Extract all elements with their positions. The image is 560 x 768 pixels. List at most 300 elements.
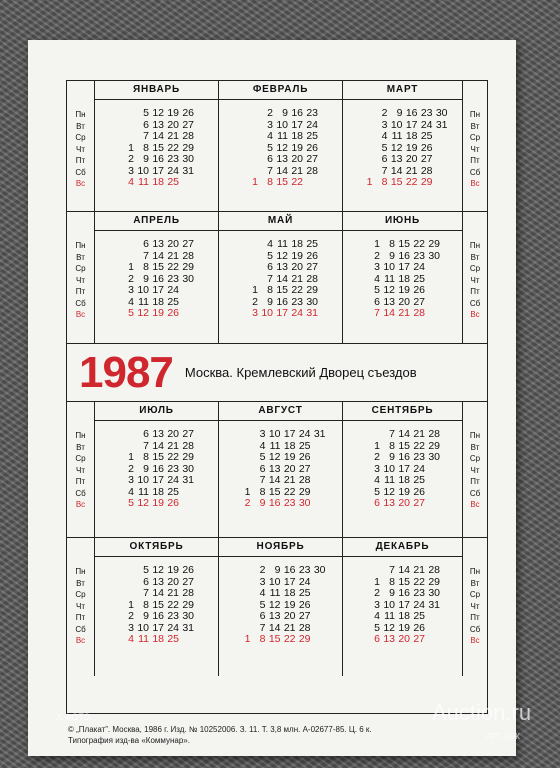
weekday-label: Вс [470,500,480,509]
day-number [311,600,326,612]
day-number: 29 [182,451,194,463]
day-number: 11 [384,272,395,285]
day-number: 20 [398,633,410,645]
day-number: 2 [374,587,380,599]
day-number: 7 [381,164,388,177]
day-number [425,297,440,309]
day-number: 30 [313,564,326,576]
weekday-label: Сб [469,167,481,177]
day-number: 4 [128,485,134,498]
weekday-column-left [67,81,95,212]
week-row [119,588,194,600]
day-number: 19 [398,485,410,498]
day-number: 10 [137,284,149,296]
day-number [358,131,373,143]
week-row [243,108,318,120]
day-number: 1 [128,141,134,154]
day-number: 2 [128,153,134,165]
day-number: 25 [298,587,311,599]
day-number: 30 [428,451,440,463]
imprint-line-2: Типография изд-ва «Коммунар». [68,736,190,745]
day-number: 31 [182,474,194,486]
day-number: 9 [259,497,266,509]
day-number [179,487,194,499]
day-number: 22 [405,176,418,188]
day-number: 8 [143,451,149,463]
week-row [236,588,326,600]
weekday-label: Ср [75,590,86,599]
day-number: 12 [390,141,403,154]
watermark-sub: АРТ-БОК [486,732,520,741]
year-banner [67,344,487,402]
day-number: 30 [428,249,440,262]
day-number: 23 [306,107,318,119]
day-number: 24 [413,598,425,611]
day-number: 16 [152,610,164,622]
day-number: 1 [374,238,380,250]
month-days [343,231,462,320]
day-number: 7 [143,587,149,599]
day-number: 29 [182,598,194,611]
weekday-label: Сб [75,298,86,308]
day-number: 16 [152,153,164,165]
weekday-label: Сб [469,298,481,308]
day-number: 15 [276,176,288,188]
day-number: 11 [269,439,281,452]
month-block [219,81,343,212]
day-number: 26 [413,621,425,634]
weekday-label: Ср [75,264,86,273]
day-number: 24 [420,118,433,131]
weekday-label: Вс [75,310,86,319]
day-number: 27 [298,610,311,622]
day-number: 2 [381,107,388,119]
month-name: ОКТЯБРЬ [95,538,218,557]
day-number: 21 [398,307,410,319]
day-number: 14 [383,307,395,319]
day-number: 17 [283,575,296,588]
day-number: 13 [383,633,395,645]
day-number: 25 [306,130,318,142]
day-number: 9 [389,249,395,262]
day-number: 11 [384,474,395,486]
day-number: 3 [381,118,388,131]
day-number: 27 [182,428,194,440]
day-number: 20 [167,118,179,131]
weekday-label: Чт [76,275,85,285]
week-row [119,498,194,510]
day-number: 26 [182,564,194,576]
day-number: 10 [268,575,281,588]
day-number [425,308,440,320]
day-number: 12 [152,107,164,119]
day-number: 26 [420,141,433,154]
day-number: 3 [128,474,134,486]
day-number: 14 [152,249,164,262]
day-number: 6 [143,428,149,440]
day-number: 11 [277,238,288,250]
day-number: 14 [276,272,288,285]
weekday-label: Ср [469,264,481,273]
weekday-label: Чт [76,144,85,154]
day-number: 17 [276,307,288,319]
week-row [119,108,194,120]
week-row [119,634,194,646]
day-number: 24 [413,261,425,273]
day-number: 16 [276,295,288,308]
day-number: 22 [413,238,425,250]
day-number: 26 [182,107,194,119]
weekday-label: Вт [76,121,85,131]
week-row [365,429,440,441]
day-number: 28 [182,249,194,262]
day-number: 20 [283,610,296,622]
day-number: 24 [413,462,425,475]
day-number: 31 [182,164,194,177]
week-row [365,285,440,297]
day-number: 4 [259,439,266,452]
weekday-label: Сб [75,488,86,498]
month-days [219,231,342,320]
day-number: 1 [128,598,134,611]
day-number: 25 [413,610,425,622]
month-days [343,421,462,510]
day-number: 8 [143,598,149,611]
day-number: 24 [167,621,179,634]
weekday-label: Пн [469,567,481,576]
banner-text: Москва. Кремлевский Дворец съездов [184,365,417,380]
day-number: 19 [167,107,179,119]
day-number: 25 [167,295,179,308]
day-number: 31 [313,428,326,440]
day-number [179,285,194,297]
day-number: 18 [398,272,410,285]
weekday-label: Сб [75,624,86,634]
day-number: 10 [383,462,395,475]
day-number: 28 [306,164,318,177]
day-number: 25 [420,130,433,142]
day-number: 8 [143,141,149,154]
week-row [236,634,326,646]
day-number: 18 [405,130,418,142]
day-number: 11 [384,610,395,622]
calendar-card [28,40,516,756]
day-number: 13 [268,610,281,622]
day-number: 4 [128,176,134,188]
day-number: 5 [143,564,149,576]
day-number: 17 [152,474,164,486]
week-row [119,154,194,166]
day-number [179,634,194,646]
day-number: 13 [152,238,164,250]
weekday-label: Пт [470,287,480,296]
day-number: 6 [267,261,273,273]
weekday-label: Ср [469,133,481,142]
week-row [365,588,440,600]
day-number: 28 [413,307,425,319]
day-number [425,285,440,297]
day-number: 1 [244,485,251,498]
day-number: 5 [128,497,134,509]
day-number: 30 [298,497,311,509]
week-row [243,154,318,166]
day-number: 26 [306,141,318,154]
week-row [243,285,318,297]
month-name: ФЕВРАЛЬ [219,81,342,100]
day-number: 22 [413,439,425,452]
month-days [219,421,342,510]
day-number: 10 [261,307,273,319]
weekday-column-left [67,538,95,676]
day-number [119,588,134,600]
day-number [425,475,440,487]
day-number [311,623,326,635]
day-number: 10 [137,621,149,634]
day-number: 13 [268,462,281,475]
month-block [95,212,219,344]
day-number: 28 [420,164,433,177]
day-number: 18 [291,130,303,142]
day-number [243,108,258,120]
day-number [243,154,258,166]
day-number: 27 [420,153,433,165]
day-number: 14 [268,474,281,486]
day-number: 27 [182,575,194,588]
day-number: 20 [167,238,179,250]
weekday-label: Пн [75,110,86,119]
day-number: 13 [152,575,164,588]
day-number: 19 [291,141,303,154]
day-number: 17 [152,621,164,634]
day-number: 15 [398,575,410,588]
day-number: 7 [143,130,149,142]
weekday-label: Пт [470,477,480,486]
day-number: 8 [389,575,395,588]
month-block [343,81,463,212]
day-number [425,262,440,274]
day-number: 27 [306,153,318,165]
day-number: 1 [374,575,380,588]
day-number: 23 [167,272,179,285]
week-row [119,475,194,487]
weekday-label: Вт [470,121,480,131]
month-block [343,212,463,344]
day-number [236,600,251,612]
day-number: 4 [128,633,134,645]
day-number: 6 [374,633,380,645]
month-name: МАРТ [343,81,462,100]
day-number: 3 [259,428,266,440]
day-number: 5 [374,284,380,296]
day-number: 30 [182,610,194,622]
day-number: 23 [167,462,179,475]
day-number: 14 [398,428,410,440]
weekday-label: Вт [470,442,480,452]
weekday-label: Пн [75,567,86,576]
day-number: 5 [381,141,388,154]
weekday-label: Сб [469,624,481,634]
day-number: 4 [267,130,273,142]
day-number: 31 [428,598,440,611]
day-number: 10 [390,118,403,131]
day-number [119,565,134,577]
day-number: 8 [389,238,395,250]
week-row [365,611,440,623]
day-number [179,297,194,309]
day-number: 16 [152,462,164,475]
year-number: 1987 [79,347,173,397]
day-number [311,441,326,453]
day-number: 11 [277,130,288,142]
day-number: 19 [152,307,164,319]
day-number [433,177,448,189]
day-number: 21 [167,587,179,599]
day-number [425,487,440,499]
day-number [358,143,373,155]
weekday-label: Пн [469,241,481,250]
day-number: 18 [398,610,410,622]
day-number [119,429,134,441]
month-block [343,538,463,676]
day-number: 4 [374,272,380,285]
day-number [425,611,440,623]
day-number: 29 [182,261,194,273]
day-number: 9 [143,153,149,165]
week-row [243,239,318,251]
day-number [358,108,373,120]
day-number: 13 [390,153,403,165]
day-number: 5 [259,451,266,463]
day-number: 30 [182,153,194,165]
day-number: 26 [167,497,179,509]
week-row [365,308,440,320]
day-number: 19 [167,564,179,576]
day-number: 1 [366,176,373,188]
weekday-label: Пт [470,156,480,165]
day-number: 4 [374,474,380,486]
day-number: 13 [152,428,164,440]
day-number [311,452,326,464]
day-number: 19 [291,249,303,262]
week-row [119,285,194,297]
week-row [243,262,318,274]
weekday-label: Вт [76,252,85,262]
month-block [219,538,343,676]
weekday-label: Ср [75,454,86,463]
week-row [358,177,448,189]
day-number [236,588,251,600]
weekday-label: Пн [469,431,481,440]
weekday-label: Вт [470,252,480,262]
day-number: 20 [283,462,296,475]
day-number: 6 [381,153,388,165]
day-number [311,464,326,476]
day-number: 26 [298,598,311,611]
day-number [433,143,448,155]
day-number: 3 [374,261,380,273]
day-number: 21 [405,164,418,177]
day-number: 9 [274,564,281,576]
day-number: 6 [143,238,149,250]
week-row [119,452,194,464]
weekday-label: Вс [75,636,86,645]
month-name: АВГУСТ [219,402,342,421]
day-number: 2 [252,295,258,308]
weekday-column-right [463,402,487,538]
week-row [358,108,448,120]
day-number: 28 [182,439,194,452]
week-row [365,498,440,510]
weekday-column-right [463,81,487,212]
day-number: 30 [435,107,448,119]
day-number: 24 [298,428,311,440]
day-number: 29 [298,485,311,498]
day-number [179,177,194,189]
week-row [365,262,440,274]
weekday-label: Пт [75,287,86,296]
day-number: 1 [128,261,134,273]
day-number: 29 [298,633,311,645]
day-number: 4 [267,238,273,250]
week-row [119,429,194,441]
day-number: 1 [244,633,251,645]
day-number [425,634,440,646]
day-number: 19 [283,598,296,611]
day-number: 9 [143,462,149,475]
day-number: 25 [306,238,318,250]
day-number: 10 [383,261,395,273]
week-row [243,308,318,320]
day-number [236,464,251,476]
day-number: 28 [298,621,311,634]
day-number: 10 [276,118,288,131]
day-number: 7 [259,474,266,486]
imprint-footer [68,724,508,746]
day-number: 27 [298,462,311,475]
day-number: 12 [383,284,395,296]
day-number [311,475,326,487]
day-number: 4 [374,610,380,622]
day-number: 19 [283,451,296,463]
weekday-label: Пт [470,613,480,622]
day-number: 26 [413,284,425,296]
day-number: 21 [291,272,303,285]
weekday-label: Пн [75,241,86,250]
day-number: 15 [152,598,164,611]
day-number: 15 [268,485,281,498]
day-number: 20 [291,153,303,165]
day-number: 22 [291,284,303,296]
day-number: 24 [167,474,179,486]
day-number: 12 [268,451,281,463]
week-row [358,131,448,143]
day-number: 20 [398,497,410,509]
day-number: 21 [291,164,303,177]
day-number: 24 [306,118,318,131]
calendar-grid [66,80,488,714]
day-number: 16 [398,249,410,262]
day-number: 20 [398,295,410,308]
day-number: 18 [398,474,410,486]
week-row [119,177,194,189]
week-row [119,262,194,274]
day-number: 24 [167,284,179,296]
month-name: СЕНТЯБРЬ [343,402,462,421]
day-number: 31 [182,621,194,634]
weekday-label: Вс [470,310,480,319]
weekday-label: Вс [470,636,480,645]
month-block [95,538,219,676]
